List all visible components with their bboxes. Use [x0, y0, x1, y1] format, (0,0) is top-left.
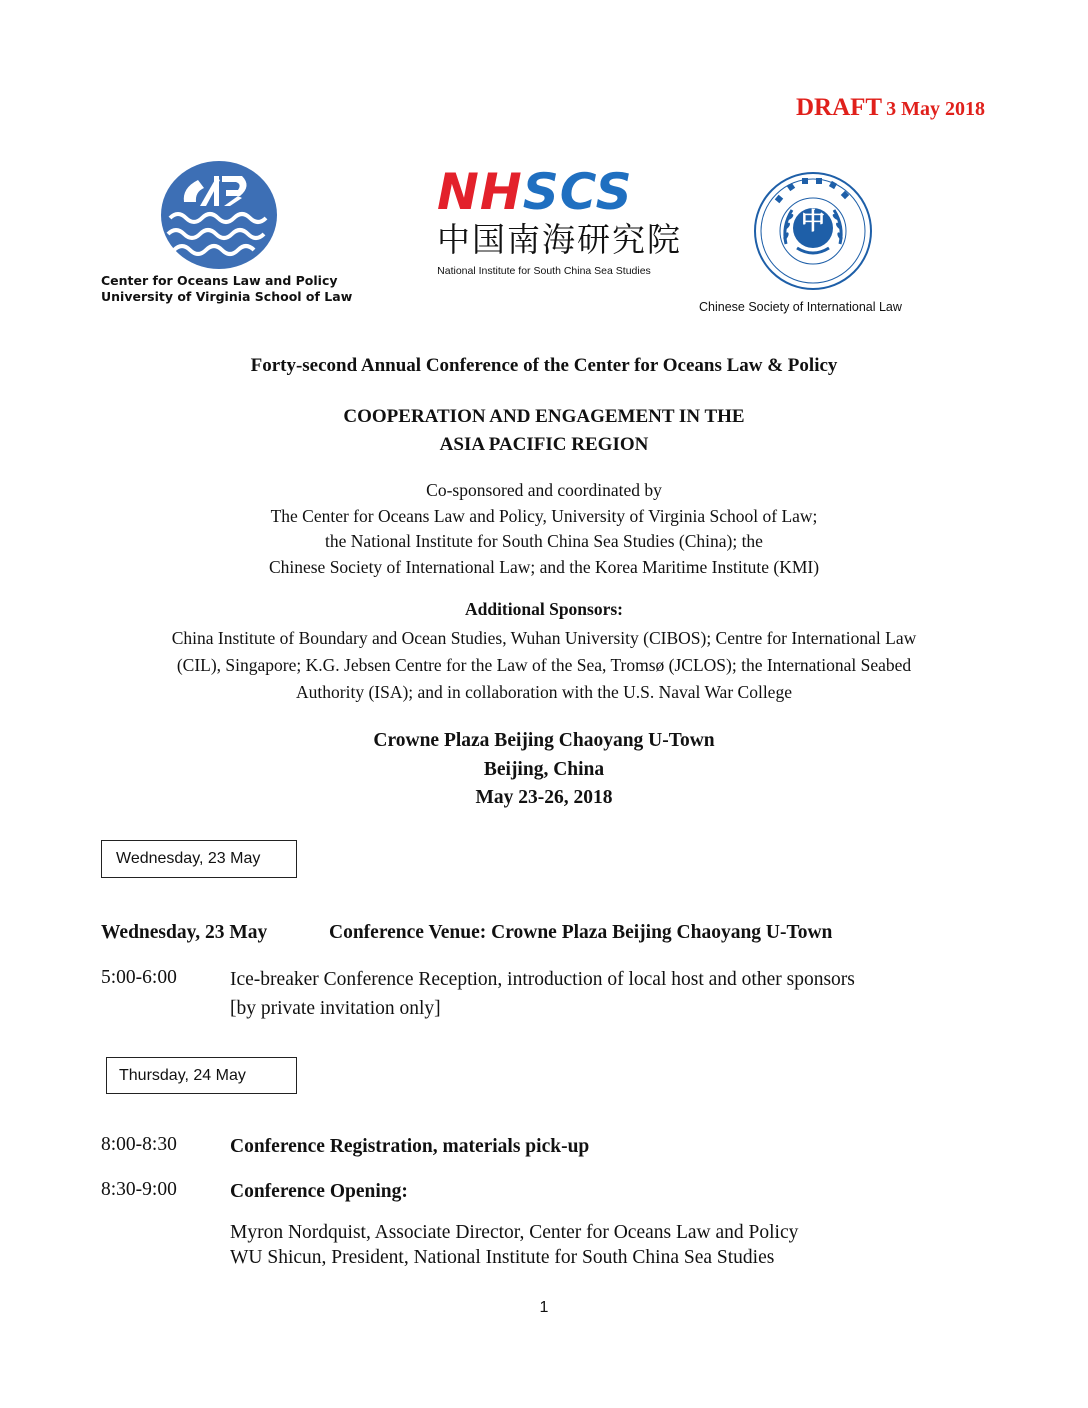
- csil-seal-glyph: 中: [801, 207, 825, 235]
- venue-line3: May 23-26, 2018: [475, 787, 613, 808]
- colp-logo: [160, 160, 278, 275]
- conference-theme: [0, 403, 1088, 459]
- additional-line3: Authority (ISA); and in collaboration with the U.S. Naval War College: [296, 682, 792, 702]
- theme-line1: COOPERATION AND ENGAGEMENT IN THE: [343, 406, 745, 427]
- opening-speakers: [230, 1220, 798, 1270]
- additional-line2: (CIL), Singapore; K.G. Jebsen Centre for the Law of the Sea, Tromsø (JCLOS); the International Seabed: [176, 655, 912, 675]
- day1-heading-venue: Conference Venue: Crowne Plaza Beijing Chaoyang U-Town: [329, 922, 833, 943]
- cosponsors-line4: Chinese Society of International Law; and the Korea Maritime Institute (KMI): [268, 556, 820, 577]
- page-number: 1: [539, 1299, 549, 1316]
- day-box-wednesday: [101, 840, 297, 878]
- additional-sponsors-text: [100, 625, 988, 706]
- day-box-label: Thursday, 24 May: [119, 1066, 246, 1084]
- venue-block: [0, 727, 1088, 813]
- theme-line2: ASIA PACIFIC REGION: [439, 434, 649, 455]
- colp-caption: [101, 273, 352, 305]
- venue-line2: Beijing, China: [483, 758, 605, 780]
- schedule-time: 8:30-9:00: [101, 1179, 177, 1200]
- cosponsors-line2: The Center for Oceans Law and Policy, University of Virginia School of Law;: [270, 505, 818, 526]
- schedule-time: 8:00-8:30: [101, 1134, 177, 1155]
- speaker-line: Myron Nordquist, Associate Director, Center for Oceans Law and Policy: [230, 1222, 799, 1243]
- schedule-item-line1: Ice-breaker Conference Reception, introduction of local host and other sponsors: [230, 969, 855, 990]
- nhscs-chinese-name: 中国南海研究院: [437, 220, 682, 259]
- colp-caption-line2: University of Virginia School of Law: [101, 289, 353, 304]
- schedule-item: [230, 965, 855, 1023]
- speaker-line: WU Shicun, President, National Institute for South China Sea Studies: [230, 1247, 775, 1268]
- draft-stamp: [796, 94, 985, 122]
- cosponsors-block: [0, 478, 1088, 580]
- venue-line1: Crowne Plaza Beijing Chaoyang U-Town: [373, 730, 715, 751]
- schedule-item: Conference Opening:: [230, 1181, 408, 1202]
- day1-heading-day: Wednesday, 23 May: [101, 922, 268, 943]
- schedule-item: Conference Registration, materials pick-up: [230, 1136, 590, 1157]
- colp-caption-line1: Center for Oceans Law and Policy: [101, 273, 338, 288]
- nhscs-english-name: National Institute for South China Sea Studies: [437, 265, 651, 277]
- draft-label: DRAFT: [796, 94, 883, 121]
- additional-line1: China Institute of Boundary and Ocean Studies, Wuhan University (CIBOS); Centre for International Law: [171, 628, 917, 648]
- schedule-item-line2: [by private invitation only]: [230, 998, 441, 1019]
- cosponsors-line1: Co-sponsored and coordinated by: [426, 480, 662, 500]
- schedule-time: 5:00-6:00: [101, 967, 177, 988]
- nhscs-logo: NHSCS: [437, 163, 633, 221]
- day-box-thursday: [106, 1057, 297, 1094]
- day-box-label: Wednesday, 23 May: [116, 850, 261, 867]
- csil-caption: Chinese Society of International Law: [699, 300, 902, 314]
- cosponsors-line3: the National Institute for South China Sea Studies (China); the: [325, 531, 763, 551]
- additional-sponsors-title: Additional Sponsors:: [464, 599, 624, 619]
- draft-date: 3 May 2018: [886, 98, 985, 120]
- conference-title: Forty-second Annual Conference of the Center for Oceans Law & Policy: [250, 355, 838, 376]
